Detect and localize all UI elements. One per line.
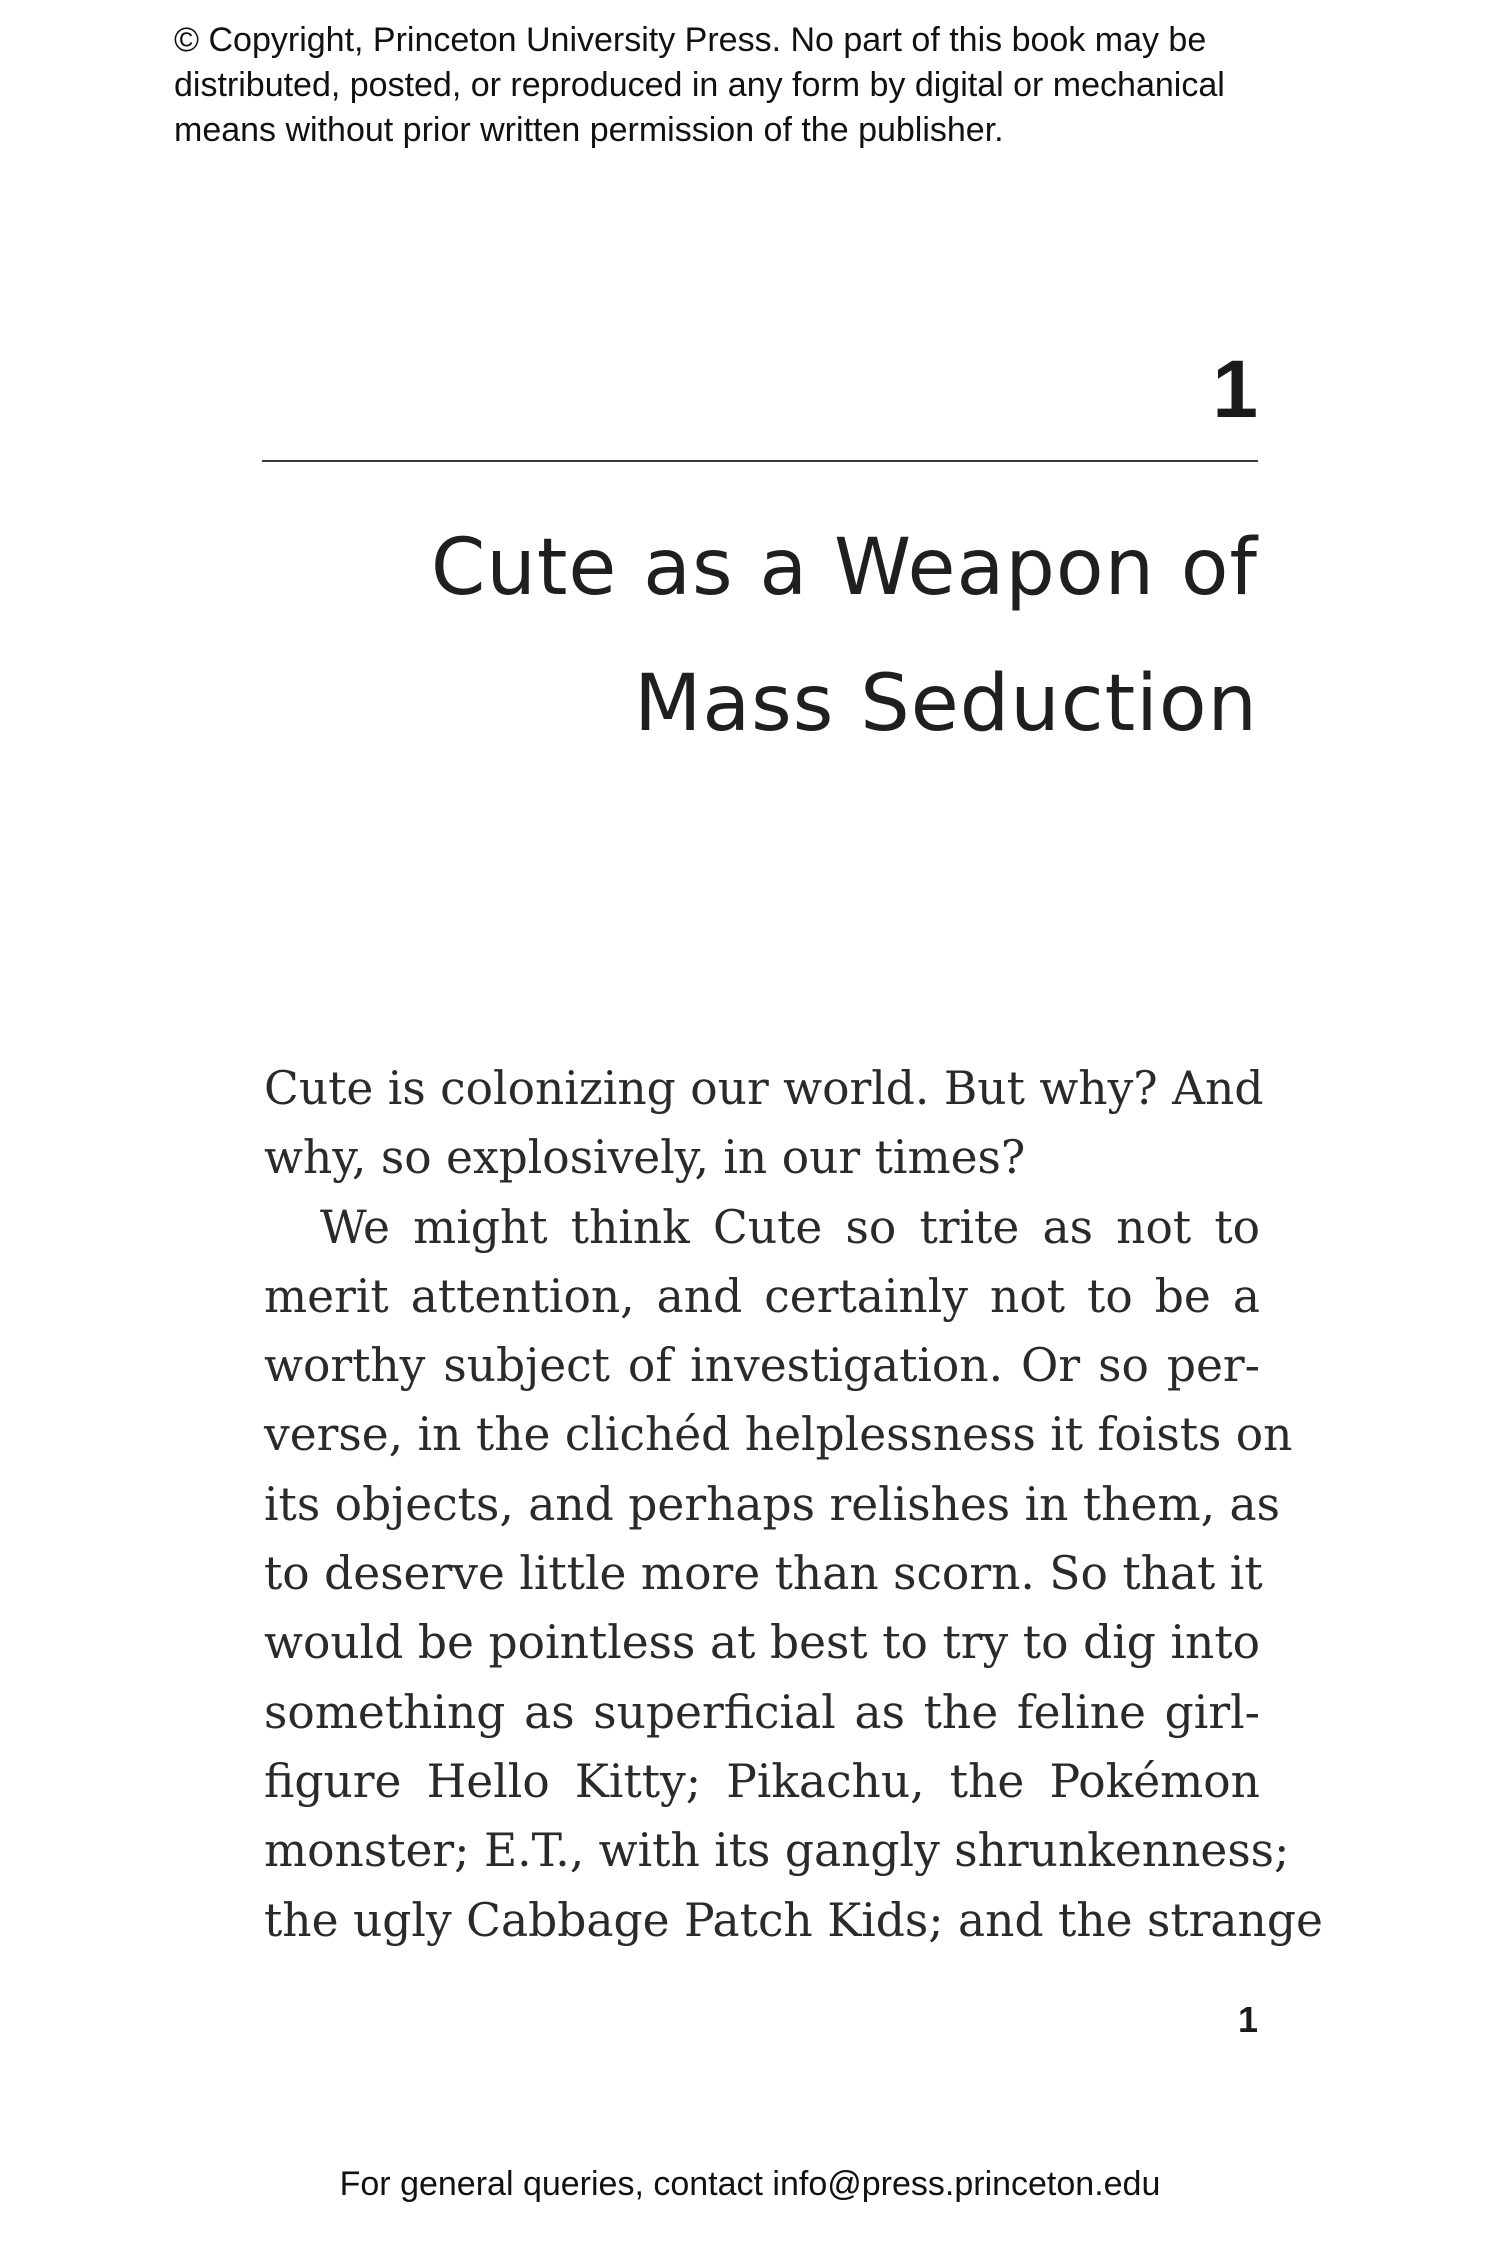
body-line: Cute is colonizing our world. But why? And <box>264 1062 1264 1115</box>
copyright-notice-line: means without prior written permission of the publisher. <box>174 111 1004 149</box>
body-line: would be pointless at best to try to dig into <box>264 1616 1260 1670</box>
chapter-title <box>258 500 1258 772</box>
body-line: something as superficial as the feline girl- <box>264 1685 1260 1739</box>
body-line: We might think Cute so trite as not to <box>320 1200 1260 1254</box>
body-line: figure Hello Kitty; Pikachu, the Pokémon <box>264 1754 1260 1808</box>
page-number: 1 <box>1237 1999 1258 2040</box>
footer-contact <box>0 2162 1500 2206</box>
body-line: why, so explosively, in our times? <box>264 1131 1026 1185</box>
copyright-notice-line: distributed, posted, or reproduced in any form by digital or mechanical <box>174 66 1225 104</box>
body-line: worthy subject of investigation. Or so per- <box>264 1339 1260 1393</box>
copyright-notice <box>174 18 1374 153</box>
body-line: the ugly Cabbage Patch Kids; and the strange <box>264 1893 1323 1947</box>
body-line: its objects, and perhaps relishes in them, as <box>264 1477 1280 1531</box>
footer-contact-text: For general queries, contact info@press.princeton.edu <box>339 2165 1161 2203</box>
chapter-number: 1 <box>1212 344 1258 435</box>
chapter-title-line: Mass Seduction <box>634 659 1258 749</box>
body-line: verse, in the clichéd helplessness it foists on <box>264 1408 1293 1462</box>
copyright-notice-line: © Copyright, Princeton University Press. No part of this book may be <box>174 21 1207 59</box>
chapter-title-line: Cute as a Weapon of <box>430 523 1258 613</box>
body-line: merit attention, and certainly not to be a <box>264 1269 1260 1323</box>
body-line: monster; E.T., with its gangly shrunkenness; <box>264 1824 1290 1878</box>
body-text <box>264 1054 1323 1955</box>
chapter-divider <box>262 460 1258 462</box>
body-line: to deserve little more than scorn. So that it <box>264 1547 1263 1601</box>
